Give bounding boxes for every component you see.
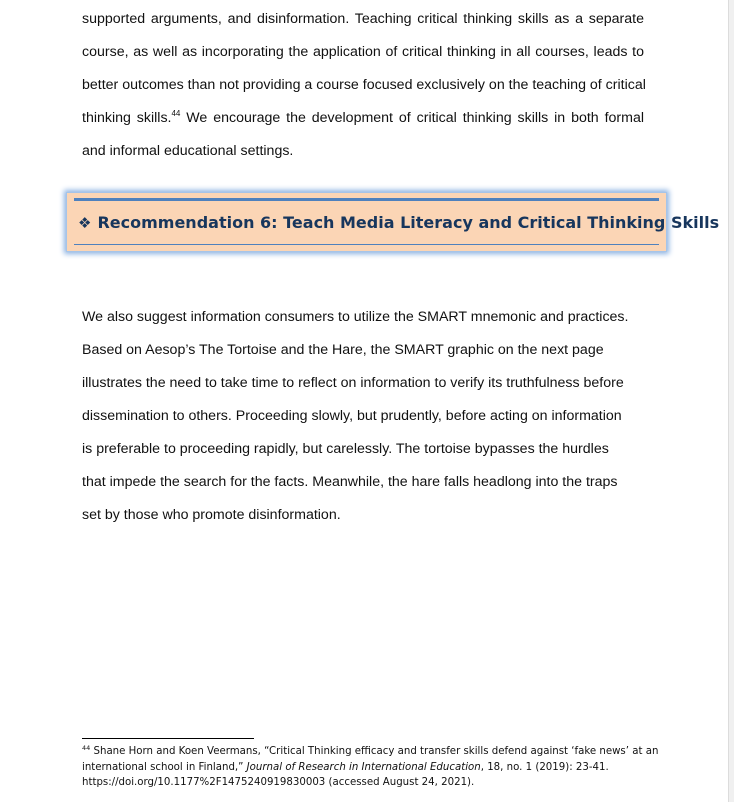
text-fragment: We encourage the development of critical thinking skills in both formal	[180, 110, 645, 126]
footnote-reference-44[interactable]: 44	[171, 109, 181, 118]
paragraph-critical-thinking	[82, 3, 644, 168]
text-fragment: Shane Horn and Koen Veermans, “Critical Thinking efficacy and transfer skills defend against ‘fake news’ at an	[90, 746, 659, 757]
heading-title: Recommendation 6: Teach Media Literacy and Critical Thinking Skills	[97, 213, 720, 232]
heading-bottom-rule	[74, 244, 659, 245]
footnote-44	[82, 744, 659, 791]
recommendation-heading-box	[66, 192, 720, 252]
footnote-doi-link[interactable]: https://doi.org/10.1177%2F1475240919830003 (accessed August 24, 2021).	[82, 777, 475, 788]
footnote-number: 44	[82, 744, 91, 752]
footnote-separator	[82, 738, 254, 739]
text-fragment: thinking skills.	[82, 110, 172, 126]
text-fragment: international school in Finland,”	[82, 761, 247, 773]
text-fragment: , 18, no. 1 (2019): 23-41.	[480, 761, 609, 773]
text-line: course, as well as incorporating the application of critical thinking in all courses, leads to	[82, 44, 644, 60]
text-line: supported arguments, and disinformation. Teaching critical thinking skills as a separate	[82, 11, 644, 27]
text-line	[82, 102, 644, 135]
journal-title: Journal of Research in International Education	[246, 761, 481, 773]
text-line: dissemination to others. Proceeding slowly, but prudently, before acting on information	[82, 408, 622, 424]
text-line: illustrates the need to take time to reflect on information to verify its truthfulness before	[82, 375, 624, 391]
text-line: that impede the search for the facts. Meanwhile, the hare falls headlong into the traps	[82, 474, 618, 490]
text-line: We also suggest information consumers to utilize the SMART mnemonic and practices.	[82, 309, 629, 325]
paragraph-smart-mnemonic	[82, 301, 644, 532]
scrollbar-edge[interactable]	[728, 0, 734, 802]
footnote-line	[82, 760, 652, 776]
text-line: Based on Aesop’s The Tortoise and the Hare, the SMART graphic on the next page	[82, 342, 604, 358]
text-line: and informal educational settings.	[82, 143, 294, 159]
text-line: is preferable to proceeding rapidly, but carelessly. The tortoise bypasses the hurdles	[82, 441, 609, 457]
diamond-bullet-icon: ❖	[78, 214, 92, 232]
text-line: set by those who promote disinformation.	[82, 507, 341, 523]
footnote-line	[82, 744, 659, 760]
text-line: better outcomes than not providing a course focused exclusively on the teaching of critical	[82, 77, 646, 93]
